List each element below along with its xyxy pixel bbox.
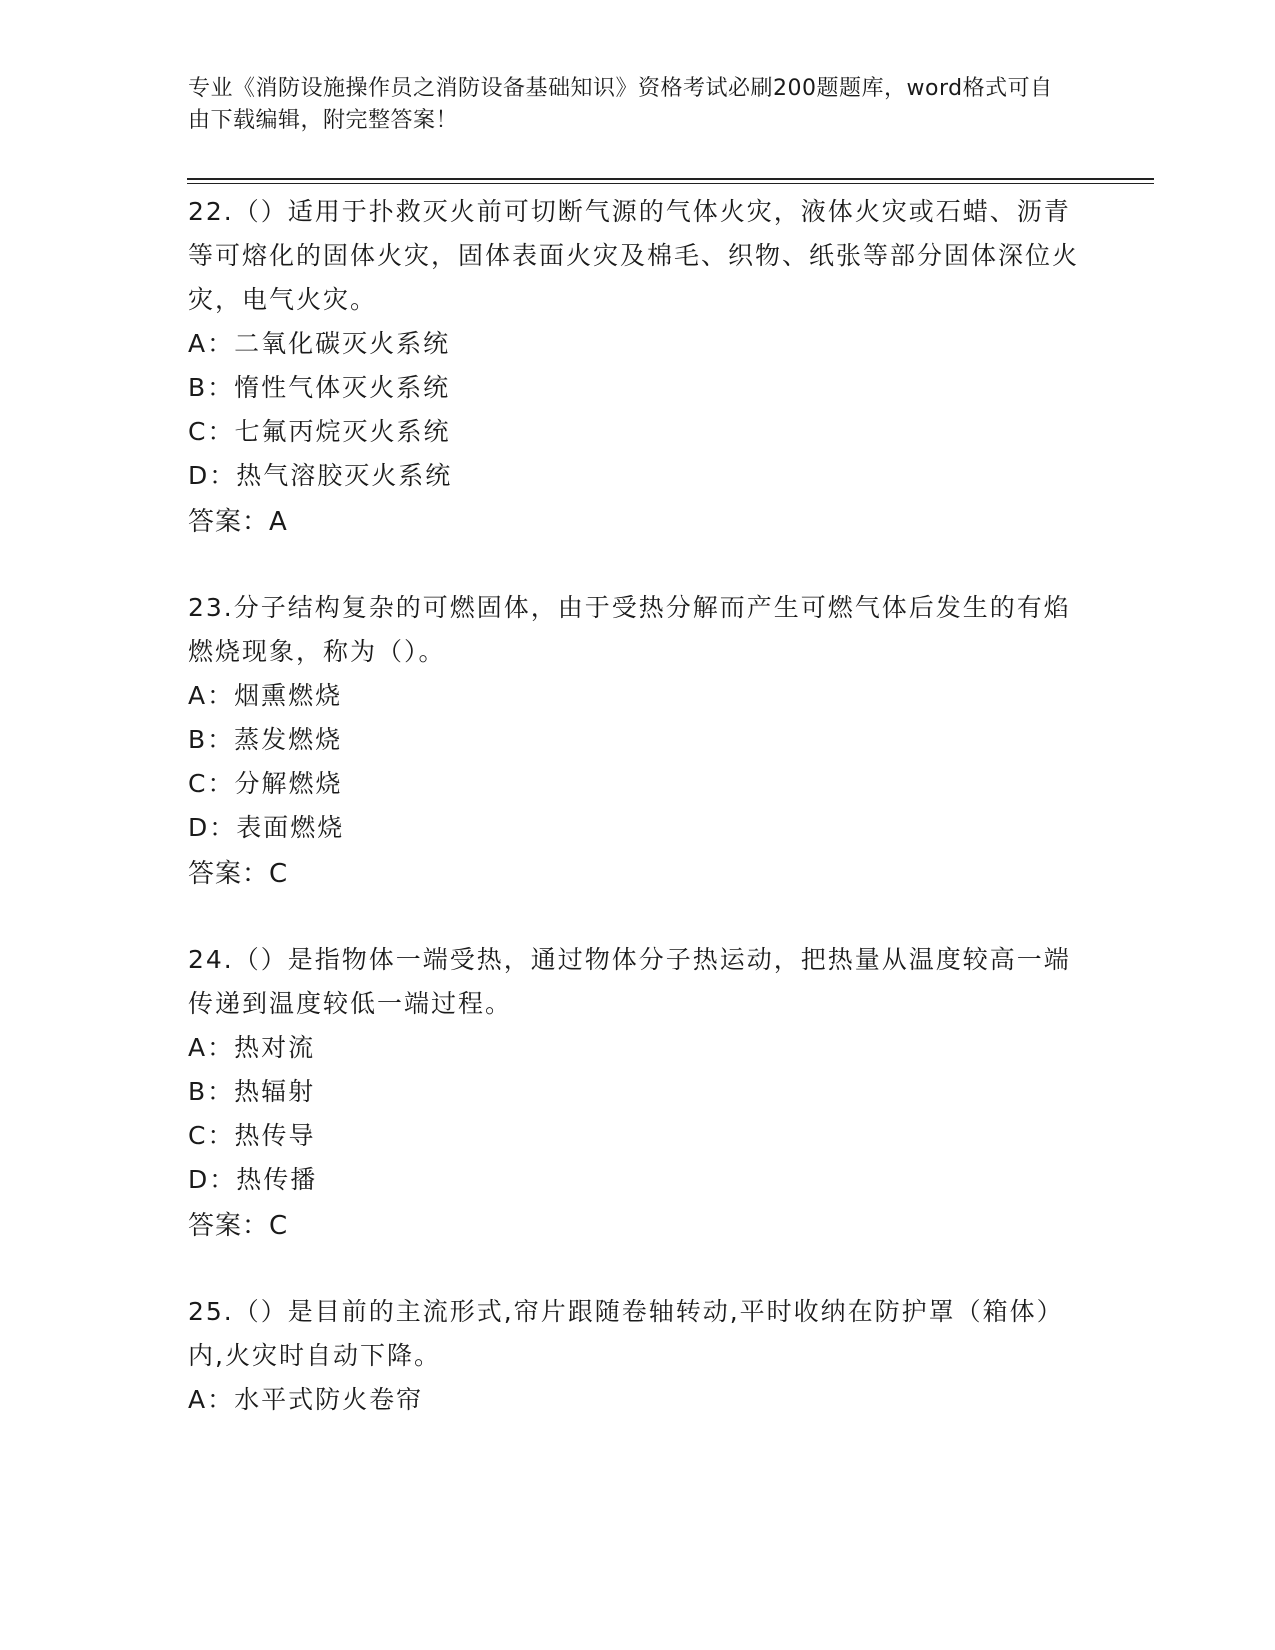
option-c: C：七氟丙烷灭火系统 [188, 417, 451, 446]
option-a: A：热对流 [188, 1033, 316, 1062]
answer-line: 答案：A [188, 507, 288, 537]
option-a: A：二氧化碳灭火系统 [188, 329, 451, 358]
question-stem: 25.（）是目前的主流形式,帘片跟随卷轴转动,平时收纳在防护罩（箱体）内,火灾时自动下降。 [188, 1297, 1064, 1370]
question-stem: 24.（）是指物体一端受热，通过物体分子热运动，把热量从温度较高一端传递到温度较低一端过程。 [188, 945, 1071, 1018]
option-c: C：热传导 [188, 1121, 316, 1150]
question-stem: 22.（）适用于扑救灭火前可切断气源的气体火灾，液体火灾或石蜡、沥青等可熔化的固体火灾，固体表面火灾及棉毛、织物、纸张等部分固体深位火灾，电气火灾。 [188, 197, 1080, 314]
option-a: A：烟熏燃烧 [188, 681, 343, 710]
option-b: B：蒸发燃烧 [188, 725, 343, 754]
question-list [188, 190, 1088, 1462]
question-25 [188, 1290, 1088, 1422]
answer-line: 答案：C [188, 1211, 289, 1241]
option-a: A：水平式防火卷帘 [188, 1385, 424, 1414]
option-b: B：惰性气体灭火系统 [188, 373, 451, 402]
question-22 [188, 190, 1088, 546]
answer-line: 答案：C [188, 859, 289, 889]
option-c: C：分解燃烧 [188, 769, 343, 798]
header-divider-thin [187, 183, 1154, 184]
option-d: D：热气溶胶灭火系统 [188, 461, 453, 490]
option-d: D：表面燃烧 [188, 813, 345, 842]
question-23 [188, 586, 1088, 898]
header-divider-thick [187, 178, 1154, 180]
option-d: D：热传播 [188, 1165, 318, 1194]
question-24 [188, 938, 1088, 1250]
document-intro: 专业《消防设施操作员之消防设备基础知识》资格考试必刷200题题库，word格式可自由下载编辑，附完整答案！ [188, 76, 1053, 133]
question-stem: 23.分子结构复杂的可燃固体，由于受热分解而产生可燃气体后发生的有焰燃烧现象，称为（）。 [188, 593, 1071, 666]
option-b: B：热辐射 [188, 1077, 316, 1106]
